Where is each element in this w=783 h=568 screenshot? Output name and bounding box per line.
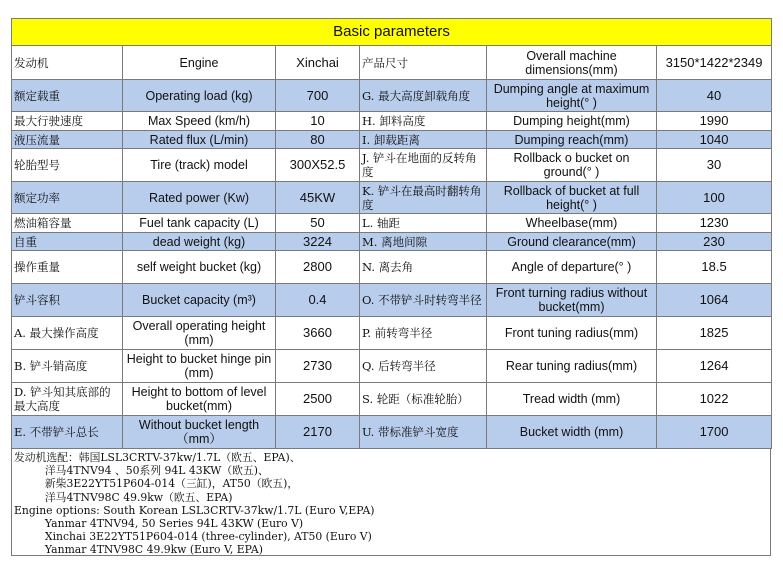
dimension-value: 1064 [657,284,772,317]
param-cn-label: 额定功率 [12,182,123,214]
dimension-cn-label: S. 轮距（标准轮胎） [360,383,487,416]
dimension-cn-label: P. 前转弯半径 [360,317,487,350]
param-en-label: Engine [123,46,276,80]
param-cn-label: 操作重量 [12,251,123,284]
dimension-cn-label: M. 离地间隙 [360,233,487,251]
dimension-cn-label: I. 卸载距离 [360,131,487,149]
param-value: Xinchai [276,46,360,80]
param-value: 10 [276,112,360,131]
dimension-en-label: Ground clearance(mm) [487,233,657,251]
note-line: Xinchai 3E22YT51P604-014 (three-cylinder), AT50 (Euro V) [14,530,372,544]
param-en-label: Rated power (Kw) [123,182,276,214]
param-cn-label: 铲斗容积 [12,284,123,317]
param-cn-label: A. 最大操作高度 [12,317,123,350]
dimension-cn-label: U. 带标准铲斗宽度 [360,416,487,449]
param-value: 2730 [276,350,360,383]
table-row [12,112,772,131]
param-cn-label: B. 铲斗销高度 [12,350,123,383]
dimension-cn-label: G. 最大高度卸载角度 [360,80,487,112]
table-row [12,233,772,251]
dimension-value: 1825 [657,317,772,350]
param-en-label: Max Speed (km/h) [123,112,276,131]
table-row [12,131,772,149]
dimension-en-label: Rollback o bucket on ground(° ) [487,149,657,182]
table-row [12,46,772,80]
param-value: 50 [276,214,360,233]
dimension-en-label: Angle of departure(° ) [487,251,657,284]
note-line: Yanmar 4TNV98C 49.9kw (Euro V, EPA) [14,543,263,556]
param-en-label: Overall operating height (mm) [123,317,276,350]
note-line: Yanmar 4TNV94, 50 Series 94L 43KW (Euro V) [14,516,304,530]
table-title: Basic parameters [12,19,772,46]
dimension-cn-label: N. 离去角 [360,251,487,284]
param-en-label: Height to bottom of level bucket(mm) [123,383,276,416]
note-line: 发动机选配：韩国LSL3CRTV-37kw/1.7L（欧五、EPA)、 [14,451,301,464]
dimension-cn-label: O. 不带铲斗时转弯半径 [360,284,487,317]
dimension-value: 230 [657,233,772,251]
dimension-value: 18.5 [657,251,772,284]
parameters-sheet [11,18,771,556]
dimension-en-label: Front turning radius without bucket(mm) [487,284,657,317]
param-en-label: Height to bucket hinge pin (mm) [123,350,276,383]
param-en-label: dead weight (kg) [123,233,276,251]
dimension-en-label: Rear tuning radius(mm) [487,350,657,383]
param-value: 3224 [276,233,360,251]
table-row [12,182,772,214]
param-en-label: Rated flux (L/min) [123,131,276,149]
param-value: 45KW [276,182,360,214]
param-cn-label: 发动机 [12,46,123,80]
table-row [12,251,772,284]
dimension-value: 1990 [657,112,772,131]
table-row [12,149,772,182]
table-row [12,350,772,383]
dimension-value: 30 [657,149,772,182]
table-row [12,80,772,112]
param-en-label: Operating load (kg) [123,80,276,112]
param-value: 0.4 [276,284,360,317]
param-en-label: Tire (track) model [123,149,276,182]
dimension-value: 1230 [657,214,772,233]
dimension-en-label: Dumping height(mm) [487,112,657,131]
table-row [12,383,772,416]
param-en-label: self weight bucket (kg) [123,251,276,284]
note-line: 洋马4TNV98C 49.9kw（欧五、EPA) [14,490,233,504]
dimension-value: 1040 [657,131,772,149]
param-en-label: Fuel tank capacity (L) [123,214,276,233]
dimension-cn-label: K. 铲斗在最高时翻转角度 [360,182,487,214]
dimension-cn-label: 产品尺寸 [360,46,487,80]
param-value: 300X52.5 [276,149,360,182]
param-value: 2170 [276,416,360,449]
dimension-cn-label: J. 铲斗在地面的反转角度 [360,149,487,182]
param-en-label: Without bucket length（mm） [123,416,276,449]
dimension-en-label: Dumping angle at maximum height(° ) [487,80,657,112]
dimension-value: 40 [657,80,772,112]
param-en-label: Bucket capacity (m³) [123,284,276,317]
param-cn-label: 轮胎型号 [12,149,123,182]
param-cn-label: 最大行驶速度 [12,112,123,131]
dimension-cn-label: H. 卸料高度 [360,112,487,131]
dimension-en-label: Rollback of bucket at full height(° ) [487,182,657,214]
dimension-en-label: Tread width (mm) [487,383,657,416]
note-line: Engine options: South Korean LSL3CRTV-37kw/1.7L (Euro V,EPA) [14,503,375,517]
table-row [12,214,772,233]
table-row [12,284,772,317]
note-line: 洋马4TNV94 、50系列 94L 43KW（欧五)、 [14,464,269,478]
param-value: 80 [276,131,360,149]
param-cn-label: 液压流量 [12,131,123,149]
dimension-en-label: Dumping reach(mm) [487,131,657,149]
param-value: 3660 [276,317,360,350]
dimension-en-label: Front tuning radius(mm) [487,317,657,350]
parameters-table [11,18,772,449]
param-value: 2800 [276,251,360,284]
dimension-value: 1700 [657,416,772,449]
param-cn-label: 额定载重 [12,80,123,112]
table-row [12,416,772,449]
param-value: 700 [276,80,360,112]
param-cn-label: 自重 [12,233,123,251]
dimension-cn-label: Q. 后转弯半径 [360,350,487,383]
dimension-value: 100 [657,182,772,214]
dimension-value: 1264 [657,350,772,383]
dimension-value: 1022 [657,383,772,416]
dimension-value: 3150*1422*2349 [657,46,772,80]
engine-options-notes [11,449,771,556]
param-cn-label: D. 铲斗知其底部的最大高度 [12,383,123,416]
dimension-cn-label: L. 轴距 [360,214,487,233]
param-value: 2500 [276,383,360,416]
note-line: 新柴3E22YT51P604-014（三缸)，AT50（欧五)， [14,477,299,491]
param-cn-label: E. 不带铲斗总长 [12,416,123,449]
param-cn-label: 燃油箱容量 [12,214,123,233]
table-row [12,317,772,350]
dimension-en-label: Overall machine dimensions(mm) [487,46,657,80]
dimension-en-label: Wheelbase(mm) [487,214,657,233]
dimension-en-label: Bucket width (mm) [487,416,657,449]
